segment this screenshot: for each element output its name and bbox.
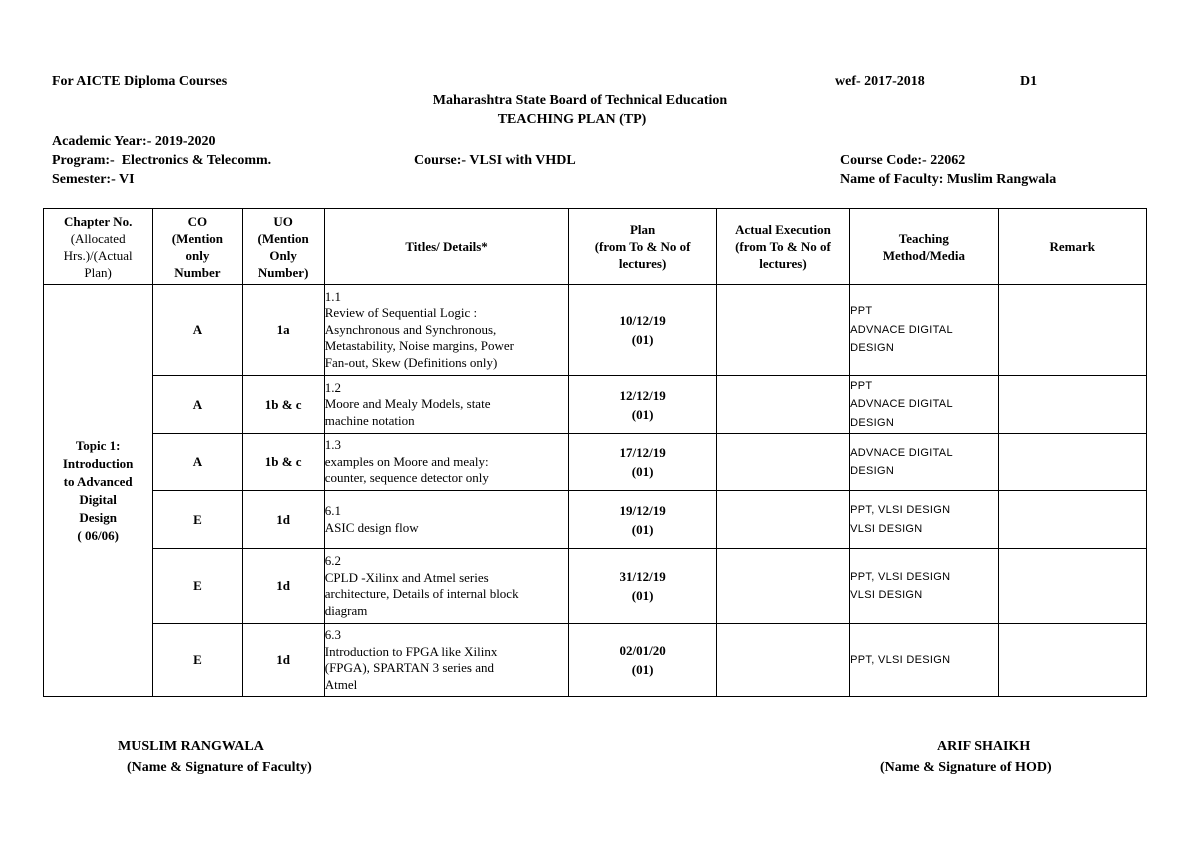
uo-cell: 1d (242, 549, 324, 624)
table-row (44, 549, 1147, 624)
co-cell: A (153, 376, 242, 434)
details-line: architecture, Details of internal block (324, 586, 519, 601)
column-header-actual-line: Actual Execution (735, 222, 831, 237)
column-header-method-line: Teaching (898, 230, 949, 246)
column-header-titles: Titles/ Details* (324, 209, 569, 285)
plan-date: 17/12/19 (619, 445, 666, 460)
hod-signature-name: ARIF SHAIKH (937, 739, 1031, 754)
plan-cell (569, 491, 716, 549)
plan-count: (01) (631, 662, 654, 677)
course-name: Course:- VLSI with VHDL (414, 153, 576, 168)
remark-cell (998, 624, 1146, 697)
column-header-chapter (44, 209, 153, 285)
details-line: 1.1 (324, 288, 341, 304)
co-cell: A (153, 285, 242, 376)
details-cell (324, 434, 569, 491)
details-line: Asynchronous and Synchronous, (324, 321, 497, 337)
column-header-chapter-line: Plan) (84, 264, 112, 280)
column-header-plan (569, 209, 716, 285)
semester: Semester:- VI (52, 172, 135, 187)
uo-cell: 1b & c (242, 376, 324, 434)
details-line: 6.2 (324, 553, 341, 568)
details-cell (324, 376, 569, 434)
academic-year: Academic Year:- 2019-2020 (52, 134, 216, 149)
details-cell (324, 285, 569, 376)
plan-count: (01) (631, 521, 654, 537)
details-cell (324, 549, 569, 624)
column-header-uo-line: UO (273, 213, 293, 229)
media-cell (850, 434, 998, 491)
details-line: 6.3 (324, 627, 341, 642)
plan-date: 31/12/19 (619, 569, 666, 584)
media-line: VLSI DESIGN (850, 589, 923, 601)
column-header-co-line: CO (187, 213, 208, 229)
plan-date: 02/01/20 (619, 643, 666, 658)
actual-execution-cell (716, 434, 849, 491)
plan-date: 10/12/19 (619, 313, 666, 328)
media-line: DESIGN (850, 342, 895, 355)
details-line: Review of Sequential Logic : (324, 305, 478, 321)
details-line: (FPGA), SPARTAN 3 series and (324, 660, 494, 675)
remark-cell (998, 434, 1146, 491)
column-header-method (850, 209, 998, 285)
hod-signature-caption: (Name & Signature of HOD) (880, 760, 1052, 775)
plan-title: TEACHING PLAN (TP) (497, 112, 647, 127)
table-row (44, 434, 1147, 491)
column-header-method-line: Method/Media (882, 247, 966, 263)
plan-date: 19/12/19 (619, 502, 666, 518)
column-header-actual-line: lectures) (759, 256, 807, 271)
details-line: Moore and Mealy Models, state (324, 396, 491, 412)
co-cell: E (153, 624, 242, 697)
plan-date: 12/12/19 (619, 387, 666, 403)
details-line: Atmel (324, 676, 358, 692)
column-header-plan-line: lectures) (618, 256, 667, 271)
remark-cell (998, 491, 1146, 549)
chapter-line: ( 06/06) (77, 527, 119, 543)
co-cell: E (153, 549, 242, 624)
column-header-actual (716, 209, 849, 285)
column-header-co-line: (Mention (171, 230, 224, 246)
chapter-line: Introduction (62, 455, 134, 471)
media-cell (850, 624, 998, 697)
wef-label: wef- 2017-2018 (835, 74, 925, 89)
actual-execution-cell (716, 285, 849, 376)
table-header-row (44, 209, 1147, 285)
uo-cell: 1b & c (242, 434, 324, 491)
details-line: 6.1 (324, 503, 341, 518)
details-line: 1.2 (324, 379, 341, 395)
document-code: D1 (1020, 74, 1038, 89)
chapter-line: Digital (79, 491, 117, 507)
details-line: machine notation (324, 412, 415, 428)
course-scope-label: For AICTE Diploma Courses (52, 74, 228, 89)
media-cell (850, 376, 998, 434)
details-line: CPLD -Xilinx and Atmel series (324, 569, 489, 585)
table-row (44, 376, 1147, 434)
details-line: examples on Moore and mealy: (324, 453, 489, 469)
media-cell (850, 549, 998, 624)
chapter-cell (44, 285, 153, 697)
media-line: PPT (850, 305, 873, 318)
plan-cell (569, 376, 716, 434)
faculty-signature-name: MUSLIM RANGWALA (118, 739, 264, 754)
details-line: 1.3 (324, 437, 341, 453)
program-name: Program:- Electronics & Telecomm. (52, 153, 272, 168)
co-cell: E (153, 491, 242, 549)
remark-cell (998, 285, 1146, 376)
actual-execution-cell (716, 376, 849, 434)
media-line: PPT, VLSI DESIGN (850, 504, 951, 516)
details-cell (324, 491, 569, 549)
plan-cell (569, 549, 716, 624)
uo-cell: 1d (242, 491, 324, 549)
teaching-plan-table (43, 208, 1147, 697)
table-row (44, 491, 1147, 549)
actual-execution-cell (716, 624, 849, 697)
uo-cell: 1a (242, 285, 324, 376)
plan-cell (569, 285, 716, 376)
column-header-co (153, 209, 242, 285)
column-header-uo-line: Only (269, 247, 297, 263)
column-header-plan-line: Plan (629, 222, 656, 237)
media-line: PPT (850, 379, 873, 392)
board-name: Maharashtra State Board of Technical Education (432, 93, 728, 108)
column-header-uo (242, 209, 324, 285)
details-line: Metastability, Noise margins, Power (324, 338, 514, 354)
plan-count: (01) (631, 464, 654, 479)
column-header-chapter-line: Hrs.)/(Actual (63, 247, 133, 263)
media-line: ADVNACE DIGITAL (850, 446, 953, 459)
course-code: Course Code:- 22062 (840, 153, 966, 168)
details-line: diagram (324, 602, 368, 618)
column-header-uo-line: Number) (257, 264, 309, 280)
plan-cell (569, 624, 716, 697)
column-header-plan-line: (from To & No of (594, 239, 691, 254)
plan-count: (01) (631, 332, 654, 347)
faculty-name: Name of Faculty: Muslim Rangwala (840, 172, 1057, 187)
column-header-chapter-line: Chapter No. (63, 213, 133, 229)
remark-cell (998, 549, 1146, 624)
faculty-signature-caption: (Name & Signature of Faculty) (127, 760, 312, 775)
details-line: ASIC design flow (324, 519, 419, 535)
column-header-actual-line: (from To & No of (735, 239, 831, 254)
column-header-co-line: only (185, 247, 210, 263)
column-header-remark: Remark (998, 209, 1146, 285)
chapter-line: to Advanced (63, 473, 133, 489)
plan-count: (01) (631, 406, 654, 422)
table-row (44, 285, 1147, 376)
actual-execution-cell (716, 491, 849, 549)
uo-cell: 1d (242, 624, 324, 697)
co-cell: A (153, 434, 242, 491)
details-line: Introduction to FPGA like Xilinx (324, 643, 498, 659)
chapter-line: Topic 1: (75, 437, 121, 453)
table-row (44, 624, 1147, 697)
media-line: PPT, VLSI DESIGN (850, 570, 951, 583)
details-line: Fan-out, Skew (Definitions only) (324, 354, 498, 370)
remark-cell (998, 376, 1146, 434)
media-cell (850, 285, 998, 376)
actual-execution-cell (716, 549, 849, 624)
column-header-uo-line: (Mention (257, 230, 309, 246)
details-line: counter, sequence detector only (324, 470, 489, 486)
plan-cell (569, 434, 716, 491)
details-cell (324, 624, 569, 697)
media-line: DESIGN (850, 416, 895, 429)
media-cell (850, 491, 998, 549)
column-header-co-line: Number (174, 264, 221, 280)
media-line: ADVNACE DIGITAL (850, 398, 953, 411)
media-line: DESIGN (850, 465, 895, 477)
chapter-line: Design (79, 509, 117, 525)
column-header-chapter-line: (Allocated (70, 230, 126, 246)
media-line: ADVNACE DIGITAL (850, 323, 953, 336)
media-line: VLSI DESIGN (850, 522, 923, 535)
media-line: PPT, VLSI DESIGN (850, 653, 951, 666)
plan-count: (01) (631, 588, 654, 603)
